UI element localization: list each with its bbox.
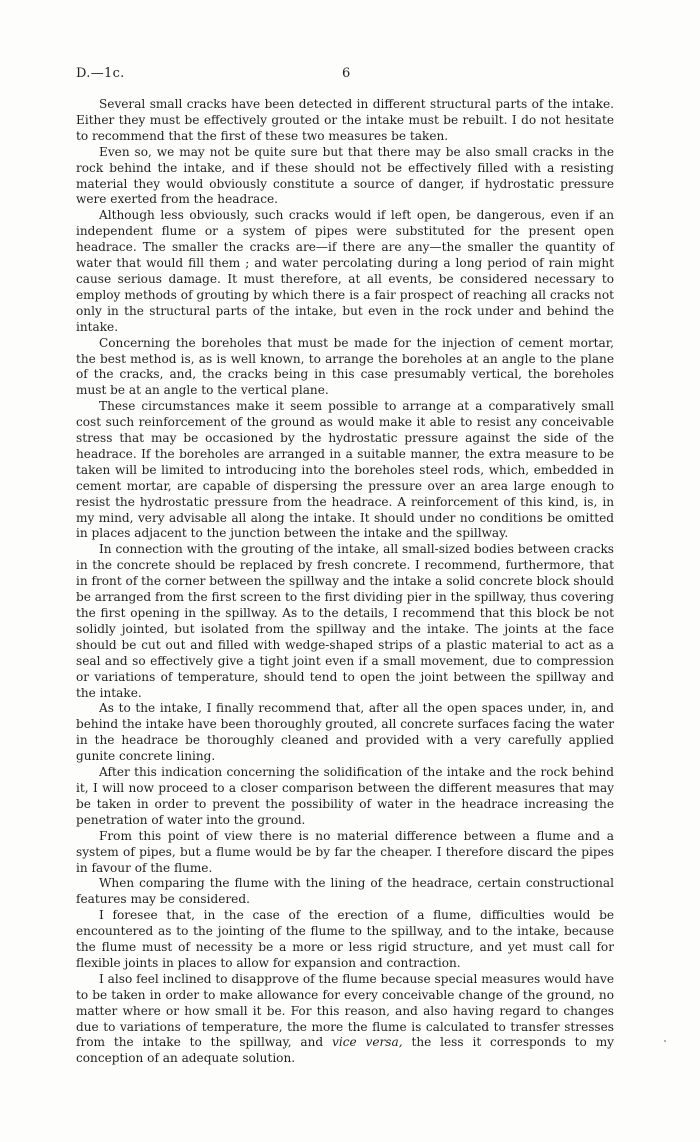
paragraph-10: When comparing the flume with the lining of the headrace, certain constructional features may be considered. bbox=[76, 876, 614, 907]
paragraph-11: I foresee that, in the case of the erection of a flume, difficulties would be encountered as to the jointing of the flume to the spillway, and to the intake, because the flume must of necessity be a more or less rigid structure, and yet must call for flexible joints in places to allow for expansion and contraction. bbox=[76, 908, 614, 970]
paper-speck bbox=[664, 1040, 666, 1042]
paragraph-1: Several small cracks have been detected in different structural parts of the intake. Either they must be effectively grouted or the intake must be rebuilt. I do not hesitate to recommend that the first of these two measures be taken. bbox=[76, 97, 614, 143]
paragraph-8: After this indication concerning the solidification of the intake and the rock behind it, I will now proceed to a closer comparison between the different measures that may be taken in order to prevent the possibility of water in the headrace increasing the penetration of water into the ground. bbox=[76, 765, 614, 827]
document-reference: D.—1c. bbox=[76, 66, 125, 81]
body-text bbox=[76, 97, 614, 1067]
paragraph-12 bbox=[76, 972, 614, 1067]
paragraph-9: From this point of view there is no material difference between a flume and a system of pipes, but a flume would be by far the cheaper. I therefore discard the pipes in favour of the flume. bbox=[76, 828, 614, 875]
paragraph-12-italic: vice versa, bbox=[332, 1035, 403, 1050]
paragraph-3: Although less obviously, such cracks would if left open, be dangerous, even if an independent flume or a system of pipes were substituted for the present open headrace. The smaller the cracks are—if there are any—the smaller the quantity of water that would fill them ; and water percolating during a long period of rain might cause serious damage. It must therefore, at all events, be considered necessary to employ methods of grouting by which there is a fair prospect of reaching all cracks not only in the structural parts of the intake, but even in the rock under and behind the intake. bbox=[76, 208, 614, 334]
paragraph-2: Even so, we may not be quite sure but that there may be also small cracks in the rock behind the intake, and if these should not be effectively filled with a resisting material they would obviously constitute a source of danger, if hydrostatic pressure were exerted from the headrace. bbox=[76, 144, 614, 207]
paragraph-5: These circumstances make it seem possible to arrange at a comparatively small cost such reinforcement of the ground as would make it able to resist any conceivable stress that may be occasioned by the hydrostatic pressure against the side of the headrace. If the boreholes are arranged in a suitable manner, the extra measure to be taken will be limited to introducing into the boreholes steel rods, which, embedded in cement mortar, are capable of dispersing the pressure over an area large enough to resist the hydrostatic pressure from the headrace. A reinforcement of this kind, is, in my mind, very advisable all along the intake. It should under no conditions be omitted in places adjacent to the junction between the intake and the spillway. bbox=[76, 399, 614, 541]
paragraph-12-end: the less it corresponds to my conception of an adequate solution. bbox=[76, 1035, 614, 1066]
page-header bbox=[76, 66, 624, 86]
page-number: 6 bbox=[342, 66, 351, 81]
paragraph-12-start: I also feel inclined to disapprove of the flume because special measures would have to be taken in order to make allowance for every conceivable change of the ground, no matter where or how small it be. For this reason, and also having regard to changes due to variations of temperature, the more the flume is calculated to transfer stresses from the intake to the spillway, and bbox=[76, 971, 614, 1050]
paragraph-7: As to the intake, I finally recommend that, after all the open spaces under, in, and behind the intake have been thoroughly grouted, all concrete surfaces facing the water in the headrace be thoroughly cleaned and provided with a very carefully applied gunite concrete lining. bbox=[76, 701, 614, 764]
paragraph-6: In connection with the grouting of the intake, all small-sized bodies between cracks in the concrete should be replaced by fresh concrete. I recommend, furthermore, that in front of the corner between the spillway and the intake a solid concrete block should be arranged from the first screen to the first dividing pier in the spillway, thus covering the first opening in the spillway. As to the details, I recommend that this block be not solidly jointed, but isolated from the spillway and the intake. The joints at the face should be cut out and filled with wedge-shaped strips of a plastic material to act as a seal and so effectively give a tight joint even if a small movement, due to compression or variations of temperature, should tend to open the joint between the spillway and the intake. bbox=[76, 542, 614, 700]
paragraph-4: Concerning the boreholes that must be made for the injection of cement mortar, the best method is, as is well known, to arrange the boreholes at an angle to the plane of the cracks, and, the cracks being in this case presumably vertical, the boreholes must be at an angle to the vertical plane. bbox=[76, 335, 614, 398]
